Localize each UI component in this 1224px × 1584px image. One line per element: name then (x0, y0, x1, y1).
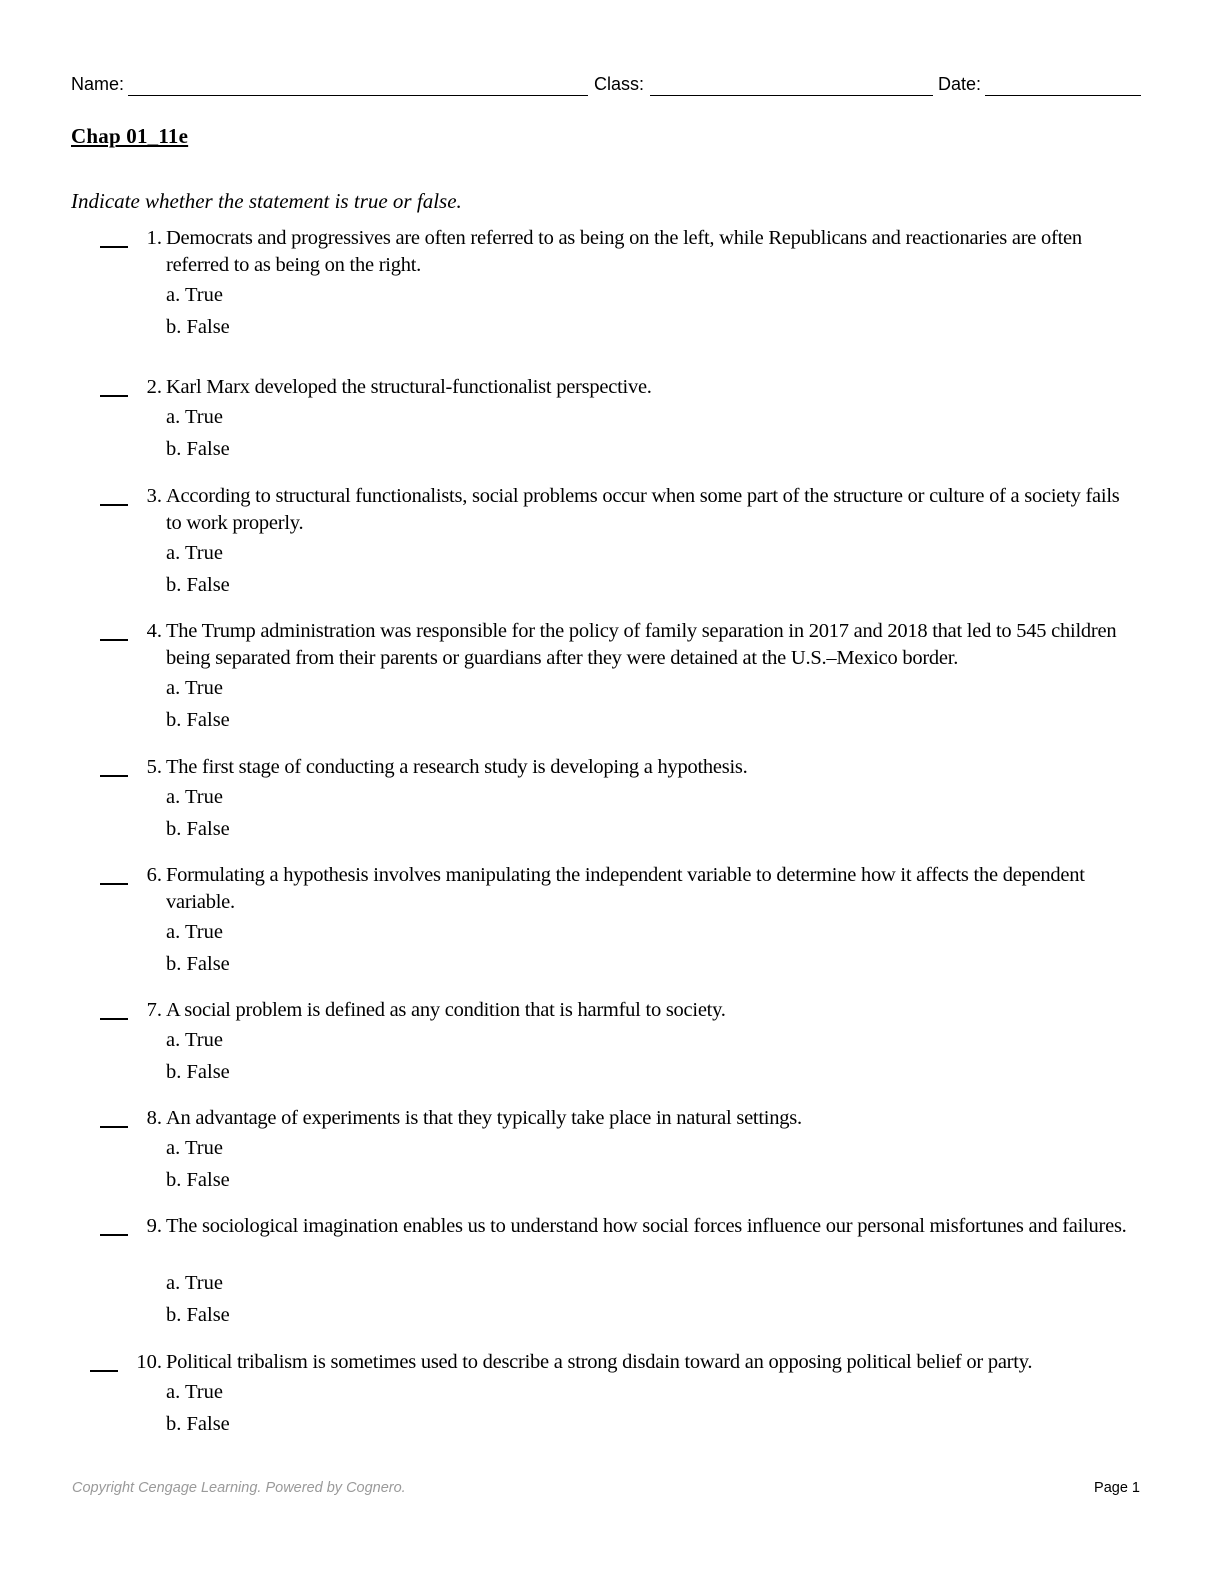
option-true[interactable]: a. True (166, 1029, 223, 1051)
question-number: 9. (146, 1215, 162, 1237)
date-field-line[interactable] (985, 95, 1141, 96)
option-false[interactable]: b. False (166, 438, 230, 460)
name-field-line[interactable] (128, 95, 588, 96)
question-number: 5. (146, 756, 162, 778)
question-text: Karl Marx developed the structural-functionalist perspective. (166, 376, 652, 398)
question-text: The first stage of conducting a research study is developing a hypothesis. (166, 756, 748, 778)
option-false[interactable]: b. False (166, 574, 230, 596)
option-true[interactable]: a. True (166, 786, 223, 808)
question-number: 7. (146, 999, 162, 1021)
question-number: 1. (146, 227, 162, 249)
class-field-line[interactable] (650, 95, 933, 96)
option-true[interactable]: a. True (166, 542, 223, 564)
option-true[interactable]: a. True (166, 677, 223, 699)
question-text: An advantage of experiments is that they typically take place in natural settings. (166, 1107, 802, 1129)
date-label: Date: (938, 74, 982, 94)
copyright-footer: Copyright Cengage Learning. Powered by Cognero. (72, 1480, 406, 1496)
question-number: 4. (146, 620, 162, 642)
class-label: Class: (594, 74, 645, 94)
page-number: Page 1 (1094, 1480, 1140, 1496)
question-text: According to structural functionalists, social problems occur when some part of the structure or culture of a society fails to work properly. (166, 485, 1120, 534)
option-false[interactable]: b. False (166, 953, 230, 975)
option-true[interactable]: a. True (166, 406, 223, 428)
option-false[interactable]: b. False (166, 316, 230, 338)
question-text: The sociological imagination enables us to understand how social forces influence our personal misfortunes and failures. (166, 1215, 1127, 1237)
instructions: Indicate whether the statement is true or false. (71, 189, 462, 213)
page-title: Chap 01_11e (71, 124, 189, 148)
question-number: 3. (146, 485, 162, 507)
question-number: 8. (146, 1107, 162, 1129)
option-false[interactable]: b. False (166, 1413, 230, 1435)
question-number: 2. (146, 376, 162, 398)
name-label: Name: (71, 74, 125, 94)
student-info-header (71, 72, 1141, 98)
option-true[interactable]: a. True (166, 1272, 223, 1294)
option-false[interactable]: b. False (166, 1304, 230, 1326)
option-false[interactable]: b. False (166, 1061, 230, 1083)
option-true[interactable]: a. True (166, 284, 223, 306)
question-number: 6. (146, 864, 162, 886)
question-text: Formulating a hypothesis involves manipulating the independent variable to determine how it affects the dependent variable. (166, 864, 1085, 913)
question-text: Democrats and progressives are often referred to as being on the left, while Republicans and reactionaries are often referred to as being on the right. (166, 227, 1082, 276)
option-false[interactable]: b. False (166, 1169, 230, 1191)
option-false[interactable]: b. False (166, 818, 230, 840)
question-text: A social problem is defined as any condition that is harmful to society. (166, 999, 726, 1021)
question-text: The Trump administration was responsible for the policy of family separation in 2017 and 2018 that led to 545 children being separated from their parents or guardians after they were detained at the U.S.–Mexico border. (166, 620, 1117, 669)
question-number: 10. (136, 1351, 162, 1373)
option-false[interactable]: b. False (166, 709, 230, 731)
option-true[interactable]: a. True (166, 1137, 223, 1159)
question-text: Political tribalism is sometimes used to describe a strong disdain toward an opposing political belief or party. (166, 1351, 1033, 1373)
option-true[interactable]: a. True (166, 921, 223, 943)
answer-blank[interactable] (90, 1370, 118, 1372)
option-true[interactable]: a. True (166, 1381, 223, 1403)
